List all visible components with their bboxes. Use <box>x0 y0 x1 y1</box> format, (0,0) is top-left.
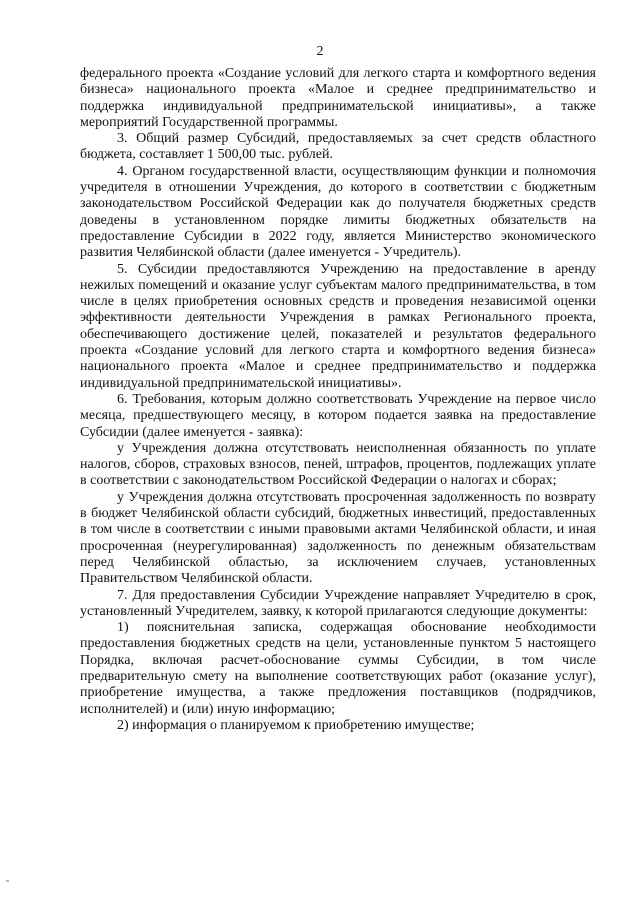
paragraph-continuation: федерального проекта «Создание условий для легкого старта и комфортного ведения бизнеса» национального проекта «Малое и среднее предпринимательство и поддержка индивидуальной предпринимательской инициативы», а также мероприятий Государственной программы. <box>80 66 596 130</box>
paragraph-document-1: 1) пояснительная записка, содержащая обоснование необходимости предоставления бюджетных средств на цели, установленные пунктом 5 настоящего Порядка, включая расчет-обоснование суммы Субсидии, в том числе предварительную смету на выполнение соответствующих работ (оказание услуг), приобретение имущества, а также предложения поставщиков (подрядчиков, исполнителей) и (или) иную информацию; <box>80 620 596 717</box>
paragraph-item-5: 5. Субсидии предоставляются Учреждению на предоставление в аренду нежилых помещений и оказание услуг субъектам малого предпринимательства, в том числе в целях приобретения основных средств и проведения независимой оценки эффективности деятельности Учреждения в рамках Регионального проекта, обеспечивающего достижение целей, показателей и результатов федерального проекта «Создание условий для легкого старта и комфортного ведения бизнеса» национального проекта «Малое и среднее предпринимательство и поддержка индивидуальной предпринимательской инициативы». <box>80 261 596 391</box>
paragraph-requirement-taxes: у Учреждения должна отсутствовать неисполненная обязанность по уплате налогов, сборов, страховых взносов, пеней, штрафов, процентов, подлежащих уплате в соответствии с законодательством Российской Федерации о налогах и сборах; <box>80 440 596 489</box>
paragraph-item-6: 6. Требования, которым должно соответствовать Учреждение на первое число месяца, предшествующего месяцу, в котором подается заявка на предоставление Субсидии (далее именуется - заявка): <box>80 391 596 440</box>
paragraph-requirement-debt: у Учреждения должна отсутствовать просроченная задолженность по возврату в бюджет Челябинской области субсидий, бюджетных инвестиций, предоставленных в том числе в соответствии с иными правовыми актами Челябинской области, и иная просроченная (неурегулированная) задолженность по денежным обязательствам перед Челябинской областью, за исключением случаев, установленных Правительством Челябинской области. <box>80 489 596 587</box>
paragraph-document-2: 2) информация о планируемом к приобретению имуществе; <box>117 717 475 733</box>
paragraph-item-3: 3. Общий размер Субсидий, предоставляемых за счет средств областного бюджета, составляет 1 500,00 тыс. рублей. <box>80 131 596 163</box>
paragraph-item-4: 4. Органом государственной власти, осуществляющим функции и полномочия учредителя в отношении Учреждения, до которого в соответствии с бюджетным законодательством Российской Федерации как до получателя бюджетных средств доведены в установленном порядке лимиты бюджетных обязательств на предоставление Субсидии в 2022 году, является Министерство экономического развития Челябинской области (далее именуется - Учредитель). <box>80 163 596 261</box>
paragraph-item-7: 7. Для предоставления Субсидии Учреждение направляет Учредителю в срок, установленный Учредителем, заявку, к которой прилагаются следующие документы: <box>80 587 596 619</box>
document-body <box>80 66 596 734</box>
scan-mark <box>6 880 9 882</box>
page-number: 2 <box>316 44 324 59</box>
